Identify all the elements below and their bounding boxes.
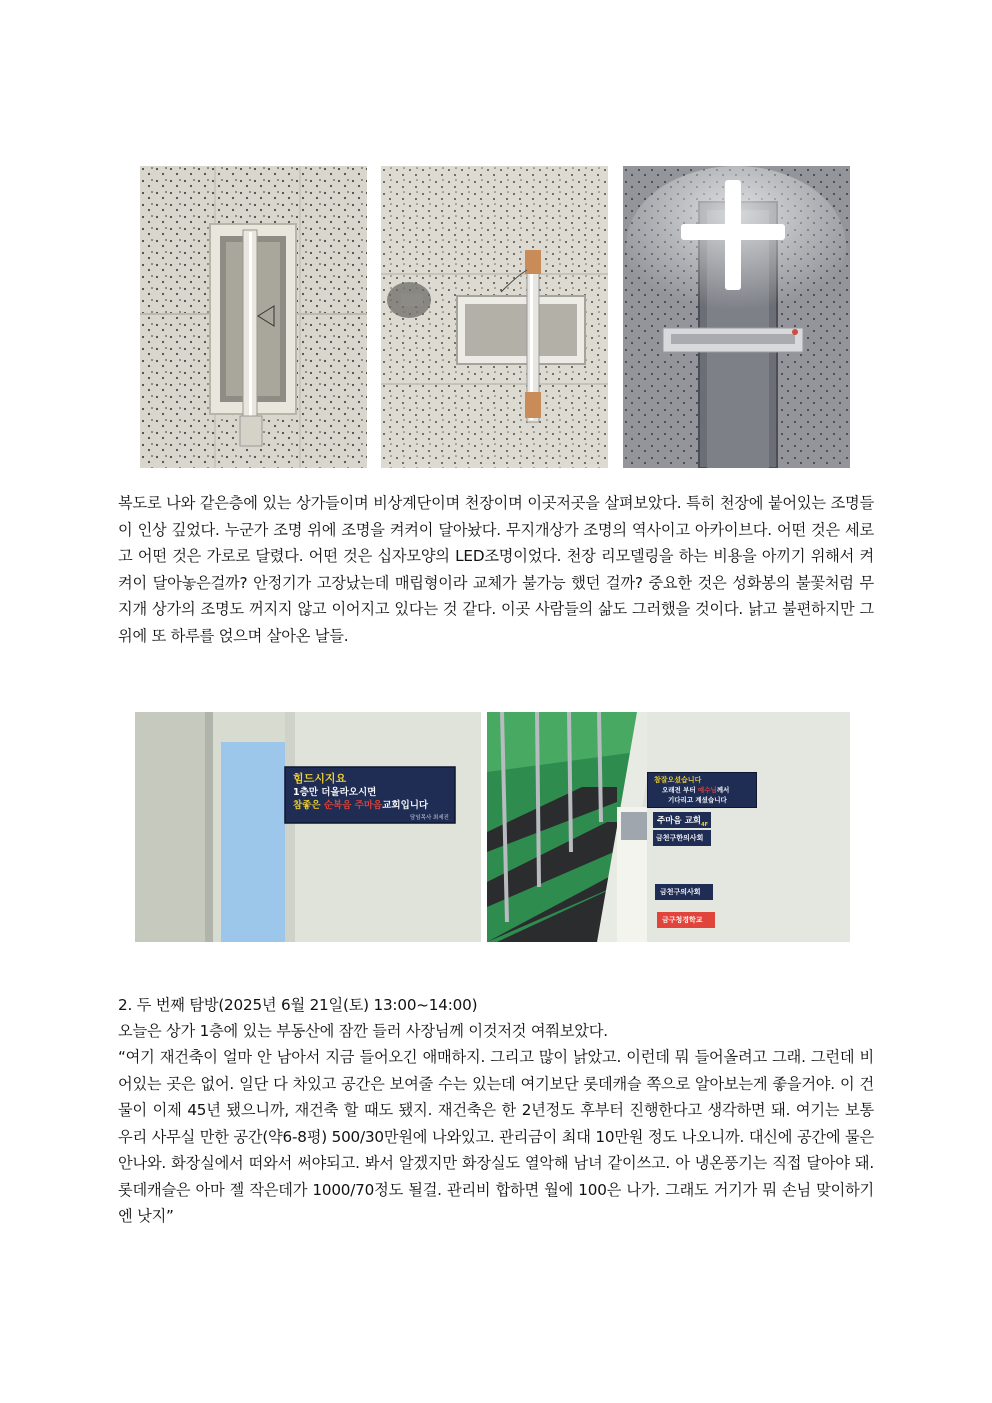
sign-left-line2: 1층만 더올라오시면 (293, 787, 377, 798)
sign-left-small: 담임목사 최세진 (410, 815, 449, 821)
photo-ceiling-light-horizontal (381, 166, 608, 468)
paragraph-lighting-reflection: 복도로 나와 같은층에 있는 상가들이며 비상계단이며 천장이며 이곳저곳을 살펴보았다. 특히 천장에 붙어있는 조명들이 인상 깊었다. 누군가 조명 위에 조명을 켜켜이 달아놨다. 무지개상가 조명의 역사이고 아카이브다. 어떤 것은 세로고 어떤 것은 가로로 달렸다. 어떤 것은 십자모양의 LED조명이었다. 천장 리모델링을 하는 비용을 아끼기 위해서 켜켜이 달아놓은걸까? 안정기가 고장났는데 매립형이라 교체가 불가능 했던 걸까? 중요한 것은 성화봉의 불꽃처럼 무지개 상가의 조명도 꺼지지 않고 이어지고 있다는 것 같다. 이곳 사람들의 삶도 그러했을 것이다. 낡고 불편하지만 그 위에 또 하루를 얹으며 살아온 날들. (118, 494, 874, 645)
photo-stairwell-sign (135, 712, 481, 942)
sign-church-name: 주마음 교회 4F (653, 812, 711, 828)
section2-heading: 2. 두 번째 탐방(2025년 6월 21일(토) 13:00~14:00) (118, 996, 478, 1014)
sign-left-line1: 힘드시지요 (293, 772, 347, 785)
sign-left-line3: 참좋은 순복음 주마음교회입니다 (293, 800, 429, 811)
photo-stairs-church-signs (487, 712, 850, 942)
photo-ceiling-cross-led (623, 166, 850, 468)
sign-red: 금구청경학교 (657, 912, 715, 928)
sign-assoc-2: 금천구의사회 (655, 884, 713, 900)
section2-quote: “여기 재건축이 얼마 안 남아서 지금 들어오긴 애매하지. 그리고 많이 낡았고. 이런데 뭐 들어올려고 그래. 그런데 비어있는 곳은 없어. 일단 다 차있고 공간은 보여줄 수는 있는데 여기보단 롯데캐슬 쪽으로 알아보는게 좋을거야. 이 건물이 이제 45년 됐으니까, 재건축 할 때도 됐지. 재건축은 한 2년정도 후부터 진행한다고 생각하면 돼. 여기는 보통 우리 사무실 만한 공간(약6-8평) 500/30만원에 나와있고. 관리금이 최대 10만원 정도 나오니까. 대신에 공간에 물은 안나와. 화장실에서 떠와서 써야되고. 봐서 알겠지만 화장실도 열악해 남녀 같이쓰고. 아 냉온풍기는 직접 달아야 돼. 롯데캐슬은 아마 젤 작은데가 1000/70정도 될걸. 관리비 합하면 월에 100은 나가. 그래도 거기가 뭐 손님 맞이하기엔 낫지” (118, 1048, 874, 1225)
section2-intro: 오늘은 상가 1층에 있는 부동산에 잠깐 들러 사장님께 이것저것 여쭤보았다. (118, 1022, 608, 1040)
photo-ceiling-light-vertical (140, 166, 367, 468)
sign-welcome: 참잘오셨습니다 오래전 부터 예수님께서 기다리고 계셨습니다 (647, 772, 757, 808)
sign-assoc-1: 금천구한의사회 (653, 830, 711, 846)
